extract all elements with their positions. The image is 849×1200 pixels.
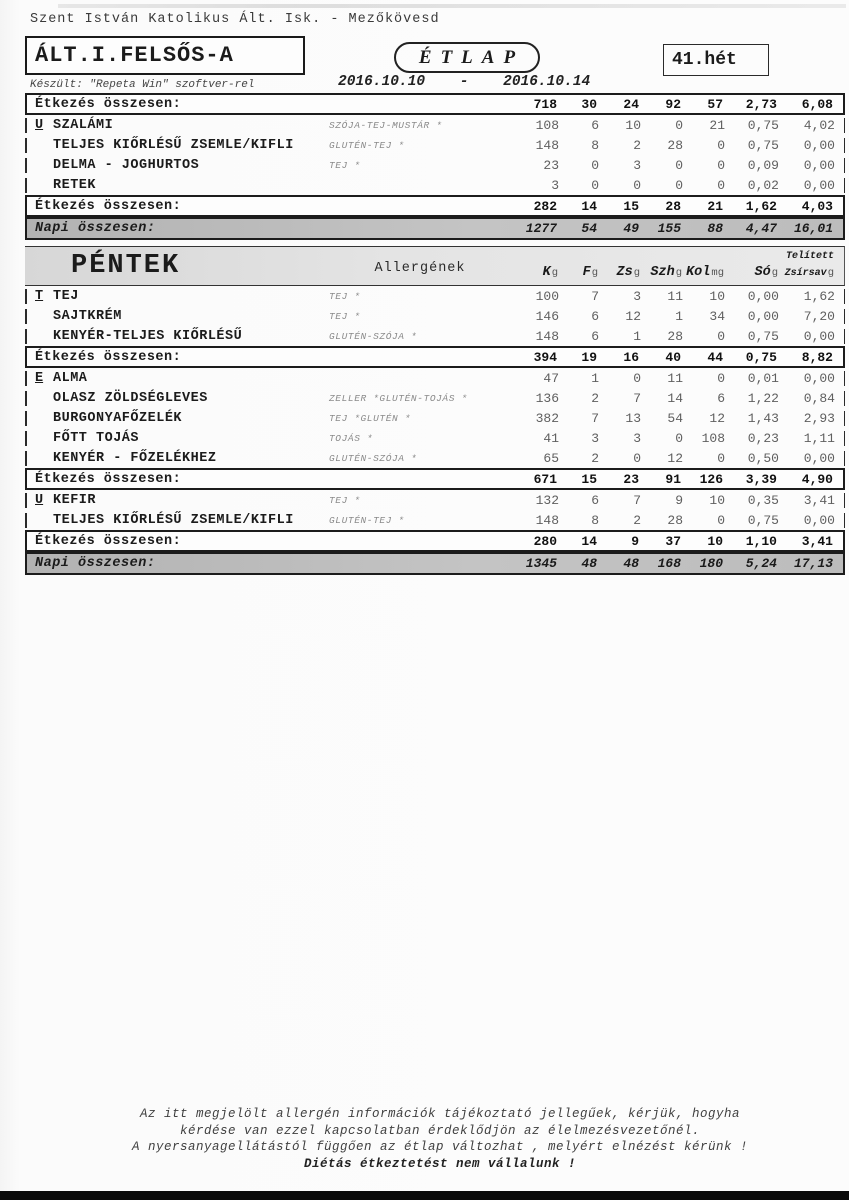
total-value: 126 [699, 471, 723, 487]
total-value: 54 [581, 221, 597, 236]
nutrient-value: 0,00 [803, 450, 835, 466]
row-left-tick [25, 493, 27, 508]
allergen-list: TEJ * [329, 494, 361, 506]
nutrient-value: 0 [717, 512, 725, 528]
total-value: 280 [533, 533, 557, 549]
total-value: 92 [665, 96, 681, 112]
food-name: TELJES KIŐRLÉSŰ ZSEMLE/KIFLI [53, 137, 294, 153]
total-value: 28 [665, 198, 681, 214]
allergen-list: TOJÁS * [329, 432, 374, 444]
date-to: 2016.10.14 [503, 74, 591, 90]
row-right-tick [844, 493, 846, 508]
nutrient-value: 12 [667, 450, 683, 466]
software-credit: Készült: "Repeta Win" szoftver-rel [30, 79, 255, 91]
meal-total-row [25, 346, 845, 368]
total-value: 9 [631, 533, 639, 549]
week-number-box [663, 44, 769, 76]
food-name: KENYÉR-TELJES KIŐRLÉSŰ [53, 328, 243, 344]
meal-total-label: Étkezés összesen: [35, 198, 182, 214]
date-from: 2016.10.10 [338, 74, 426, 90]
menu-row-food [25, 368, 845, 388]
nutrient-value: 3,41 [803, 492, 835, 508]
row-right-tick [844, 138, 846, 153]
nutrient-value: 2 [633, 512, 641, 528]
nutrient-column-header [685, 262, 727, 285]
food-name: OLASZ ZÖLDSÉGLEVES [53, 390, 208, 406]
meal-type-letter: T [35, 288, 44, 304]
nutrient-value: 8 [591, 137, 599, 153]
footer-bold-note: Diétás étkeztetést nem vállalunk ! [303, 1156, 577, 1171]
nutrient-value: 47 [543, 370, 559, 386]
row-right-tick [844, 451, 846, 466]
class-name-box [25, 36, 305, 75]
total-value: 16 [623, 349, 639, 365]
nutrient-header-unit: g [551, 267, 558, 279]
row-left-tick [25, 309, 27, 324]
nutrient-header-unit: g [771, 267, 778, 279]
menu-row-food [25, 155, 845, 175]
total-value: 15 [581, 471, 597, 487]
allergen-list: ZELLER *GLUTÉN-TOJÁS * [329, 392, 468, 404]
total-value: 5,24 [745, 556, 777, 571]
row-left-tick [25, 289, 27, 304]
menu-row-food [25, 490, 845, 510]
total-value: 6,08 [801, 96, 833, 112]
total-value: 24 [623, 96, 639, 112]
total-value: 17,13 [793, 556, 833, 571]
total-value: 4,90 [801, 471, 833, 487]
total-value: 3,39 [745, 471, 777, 487]
nutrient-value: 6 [591, 308, 599, 324]
allergen-list: TEJ * [329, 310, 361, 322]
nutrient-value: 0,23 [747, 430, 779, 446]
nutrient-value: 54 [667, 410, 683, 426]
total-value: 14 [581, 198, 597, 214]
food-name: TEJ [53, 288, 79, 304]
nutrient-value: 13 [625, 410, 641, 426]
nutrient-value: 0,00 [803, 137, 835, 153]
nutrient-value: 1 [591, 370, 599, 386]
row-left-tick [25, 329, 27, 344]
nutrient-value: 100 [535, 288, 559, 304]
nutrient-value: 0 [717, 370, 725, 386]
meal-total-row [25, 93, 845, 115]
row-right-tick [844, 371, 846, 386]
nutrient-value: 12 [709, 410, 725, 426]
allergen-list: GLUTÉN-TEJ * [329, 514, 405, 526]
row-right-tick [844, 289, 846, 304]
nutrient-value: 41 [543, 430, 559, 446]
nutrient-value: 3 [633, 157, 641, 173]
menu-table [25, 93, 845, 575]
nutrient-value: 0,75 [747, 512, 779, 528]
nutrient-value: 10 [709, 288, 725, 304]
food-name: TELJES KIŐRLÉSŰ ZSEMLE/KIFLI [53, 512, 294, 528]
nutrient-value: 0,00 [803, 328, 835, 344]
row-left-tick [25, 431, 27, 446]
nutrient-value: 7 [633, 390, 641, 406]
food-name: BURGONYAFŐZELÉK [53, 410, 183, 426]
nutrient-value: 6 [591, 328, 599, 344]
row-right-tick [844, 178, 846, 193]
scan-artifact-bottom [0, 1191, 849, 1200]
food-name: SZALÁMI [53, 117, 114, 133]
menu-row-food [25, 326, 845, 346]
total-value: 44 [707, 349, 723, 365]
nutrient-value: 0,84 [803, 390, 835, 406]
nutrient-value: 7 [633, 492, 641, 508]
total-value: 394 [533, 349, 557, 365]
food-name: ALMA [53, 370, 88, 386]
nutrient-value: 0 [675, 117, 683, 133]
nutrient-value: 132 [535, 492, 559, 508]
total-value: 37 [665, 533, 681, 549]
nutrient-header-label: Zsírsav [784, 268, 827, 279]
nutrient-header-unit: g [827, 267, 834, 279]
date-separator: - [459, 74, 469, 90]
total-value: 14 [581, 533, 597, 549]
nutrient-value: 2 [591, 450, 599, 466]
nutrient-value: 148 [535, 328, 559, 344]
menu-row-food [25, 306, 845, 326]
menu-row-food [25, 448, 845, 468]
nutrient-value: 14 [667, 390, 683, 406]
row-left-tick [25, 451, 27, 466]
nutrient-column-header [601, 262, 643, 285]
nutrient-value: 1,62 [803, 288, 835, 304]
nutrient-value: 0,50 [747, 450, 779, 466]
nutrient-value: 146 [535, 308, 559, 324]
allergen-list: TEJ *GLUTÉN * [329, 412, 411, 424]
total-value: 57 [707, 96, 723, 112]
food-name: SAJTKRÉM [53, 308, 122, 324]
nutrient-value: 6 [591, 492, 599, 508]
nutrient-header-line1: Telített [785, 251, 834, 262]
total-value: 49 [623, 221, 639, 236]
row-left-tick [25, 178, 27, 193]
nutrient-value: 0 [675, 157, 683, 173]
nutrient-value: 10 [625, 117, 641, 133]
row-right-tick [844, 411, 846, 426]
nutrient-value: 2,93 [803, 410, 835, 426]
allergen-list: SZÓJA-TEJ-MUSTÁR * [329, 119, 443, 131]
menu-row-food [25, 388, 845, 408]
total-value: 16,01 [793, 221, 833, 236]
meal-total-label: Étkezés összesen: [35, 471, 182, 487]
total-value: 1,62 [745, 198, 777, 214]
day-total-label: Napi összesen: [35, 221, 156, 236]
day-total-row [25, 552, 845, 575]
nutrient-value: 7 [591, 288, 599, 304]
nutrient-header-label: F [582, 265, 591, 280]
nutrient-value: 0 [633, 370, 641, 386]
menu-row-food [25, 115, 845, 135]
footer-note-line: kérdése van ezzel kapcsolatban érdeklődjön az élelmezésvezetőnél. [179, 1123, 701, 1138]
day-name: PÉNTEK [71, 251, 181, 281]
nutrient-value: 3 [633, 288, 641, 304]
nutrient-value: 28 [667, 328, 683, 344]
nutrient-value: 2 [591, 390, 599, 406]
nutrient-value: 12 [625, 308, 641, 324]
row-left-tick [25, 158, 27, 173]
nutrient-value: 3 [591, 430, 599, 446]
document-title-box [394, 42, 540, 73]
nutrient-value: 148 [535, 137, 559, 153]
nutrient-value: 148 [535, 512, 559, 528]
nutrient-header-label: Zs [616, 265, 633, 280]
total-value: 1,10 [745, 533, 777, 549]
allergen-list: GLUTÉN-TEJ * [329, 139, 405, 151]
total-value: 0,75 [745, 349, 777, 365]
total-value: 671 [533, 471, 557, 487]
menu-row-food [25, 175, 845, 195]
row-right-tick [844, 329, 846, 344]
nutrient-value: 1,22 [747, 390, 779, 406]
nutrient-value: 0 [717, 328, 725, 344]
nutrient-header-unit: g [675, 267, 682, 279]
nutrient-header-unit: g [591, 267, 598, 279]
allergens-column-header: Allergének [374, 261, 466, 276]
nutrient-header-label: K [542, 265, 551, 280]
total-value: 4,03 [801, 198, 833, 214]
day-total-row [25, 217, 845, 240]
total-value: 718 [533, 96, 557, 112]
total-value: 4,47 [745, 221, 777, 236]
allergen-list: TEJ * [329, 159, 361, 171]
nutrient-value: 0,00 [803, 512, 835, 528]
nutrient-value: 0,00 [747, 308, 779, 324]
nutrient-value: 0 [717, 157, 725, 173]
nutrient-header-unit: mg [711, 267, 724, 279]
nutrient-value: 4,02 [803, 117, 835, 133]
nutrient-header-label: Kol [686, 265, 711, 280]
nutrient-value: 34 [709, 308, 725, 324]
week-number: 41.hét [672, 50, 737, 70]
nutrient-value: 21 [709, 117, 725, 133]
menu-row-food [25, 286, 845, 306]
nutrient-value: 65 [543, 450, 559, 466]
total-value: 155 [657, 221, 681, 236]
nutrient-value: 6 [591, 117, 599, 133]
footer-note-line: A nyersanyagellátástól függően az étlap változhat , melyért elnézést kérünk ! [131, 1140, 749, 1154]
nutrient-value: 1 [675, 308, 683, 324]
nutrient-value: 108 [701, 430, 725, 446]
total-value: 3,41 [801, 533, 833, 549]
nutrient-value: 10 [709, 492, 725, 508]
row-left-tick [25, 391, 27, 406]
menu-row-food [25, 428, 845, 448]
document-title: ÉTLAP [418, 46, 525, 68]
nutrient-value: 8 [591, 512, 599, 528]
food-name: FŐTT TOJÁS [53, 430, 140, 446]
nutrient-column-header [643, 262, 685, 285]
row-right-tick [844, 513, 846, 528]
total-value: 91 [665, 471, 681, 487]
allergen-list: GLUTÉN-SZÓJA * [329, 452, 418, 464]
day-header-row [25, 246, 845, 286]
total-value: 40 [665, 349, 681, 365]
nutrient-value: 2 [633, 137, 641, 153]
row-right-tick [844, 391, 846, 406]
total-value: 2,73 [745, 96, 777, 112]
nutrient-value: 11 [667, 370, 683, 386]
row-left-tick [25, 513, 27, 528]
row-right-tick [844, 118, 846, 133]
nutrient-value: 0,75 [747, 137, 779, 153]
row-left-tick [25, 138, 27, 153]
row-left-tick [25, 371, 27, 386]
meal-type-letter: U [35, 492, 44, 508]
nutrient-column-header [515, 262, 561, 285]
nutrient-value: 1,43 [747, 410, 779, 426]
meal-total-label: Étkezés összesen: [35, 533, 182, 549]
nutrient-value: 0 [591, 177, 599, 193]
meal-type-letter: E [35, 370, 44, 386]
nutrient-value: 0 [717, 137, 725, 153]
row-right-tick [844, 309, 846, 324]
menu-row-food [25, 135, 845, 155]
class-name: ÁLT.I.FELSŐS-A [35, 43, 234, 68]
nutrient-value: 0,35 [747, 492, 779, 508]
food-name: RETEK [53, 177, 97, 193]
nutrient-value: 0,09 [747, 157, 779, 173]
nutrient-value: 3 [551, 177, 559, 193]
food-name: KEFIR [53, 492, 97, 508]
total-value: 15 [623, 198, 639, 214]
nutrient-value: 11 [667, 288, 683, 304]
nutrient-value: 0,75 [747, 117, 779, 133]
total-value: 1345 [525, 556, 557, 571]
nutrient-value: 7,20 [803, 308, 835, 324]
nutrient-value: 6 [717, 390, 725, 406]
nutrient-value: 7 [591, 410, 599, 426]
nutrient-value: 0,01 [747, 370, 779, 386]
meal-total-row [25, 468, 845, 490]
total-value: 168 [657, 556, 681, 571]
nutrient-value: 0 [675, 430, 683, 446]
nutrient-value: 1,11 [803, 430, 835, 446]
nutrient-value: 0,00 [803, 370, 835, 386]
total-value: 21 [707, 198, 723, 214]
total-value: 8,82 [801, 349, 833, 365]
allergen-list: TEJ * [329, 290, 361, 302]
nutrient-header-label: Só [754, 265, 771, 280]
nutrient-value: 0 [675, 177, 683, 193]
nutrient-value: 0 [633, 450, 641, 466]
allergen-list: GLUTÉN-SZÓJA * [329, 330, 418, 342]
nutrient-column-header [781, 252, 837, 285]
nutrient-value: 382 [535, 410, 559, 426]
nutrient-header-unit: g [633, 267, 640, 279]
food-name: KENYÉR - FŐZELÉKHEZ [53, 450, 217, 466]
total-value: 30 [581, 96, 597, 112]
total-value: 1277 [525, 221, 557, 236]
nutrient-value: 0,75 [747, 328, 779, 344]
menu-row-food [25, 510, 845, 530]
meal-total-row [25, 530, 845, 552]
row-left-tick [25, 411, 27, 426]
nutrient-value: 0 [633, 177, 641, 193]
total-value: 88 [707, 221, 723, 236]
nutrient-value: 0,00 [803, 177, 835, 193]
date-range [338, 74, 616, 90]
document-header [0, 0, 849, 93]
nutrient-value: 1 [633, 328, 641, 344]
nutrient-value: 3 [633, 430, 641, 446]
total-value: 23 [623, 471, 639, 487]
nutrient-value: 0,00 [747, 288, 779, 304]
nutrient-value: 9 [675, 492, 683, 508]
meal-total-row [25, 195, 845, 217]
total-value: 282 [533, 198, 557, 214]
nutrient-column-header [561, 262, 601, 285]
day-total-label: Napi összesen: [35, 556, 156, 571]
meal-type-letter: U [35, 117, 44, 133]
total-value: 48 [581, 556, 597, 571]
nutrient-value: 108 [535, 117, 559, 133]
nutrient-value: 0 [717, 177, 725, 193]
meal-total-label: Étkezés összesen: [35, 349, 182, 365]
school-name: Szent István Katolikus Ált. Isk. - Mezőkövesd [30, 12, 440, 27]
footer-note-line: Az itt megjelölt allergén információk tájékoztató jellegűek, kérjük, hogyha [139, 1107, 741, 1121]
nutrient-value: 23 [543, 157, 559, 173]
nutrient-value: 28 [667, 137, 683, 153]
meal-total-label: Étkezés összesen: [35, 96, 182, 112]
total-value: 180 [699, 556, 723, 571]
nutrient-value: 0,02 [747, 177, 779, 193]
row-right-tick [844, 158, 846, 173]
footer-notes [0, 1106, 849, 1173]
nutrient-column-header [727, 262, 781, 285]
nutrient-value: 0 [591, 157, 599, 173]
menu-row-food [25, 408, 845, 428]
nutrient-value: 0,00 [803, 157, 835, 173]
nutrient-value: 136 [535, 390, 559, 406]
total-value: 48 [623, 556, 639, 571]
food-name: DELMA - JOGHURTOS [53, 157, 200, 173]
nutrient-value: 28 [667, 512, 683, 528]
total-value: 19 [581, 349, 597, 365]
total-value: 10 [707, 533, 723, 549]
row-left-tick [25, 118, 27, 133]
nutrient-header-label: Szh [650, 265, 675, 280]
row-right-tick [844, 431, 846, 446]
nutrient-value: 0 [717, 450, 725, 466]
